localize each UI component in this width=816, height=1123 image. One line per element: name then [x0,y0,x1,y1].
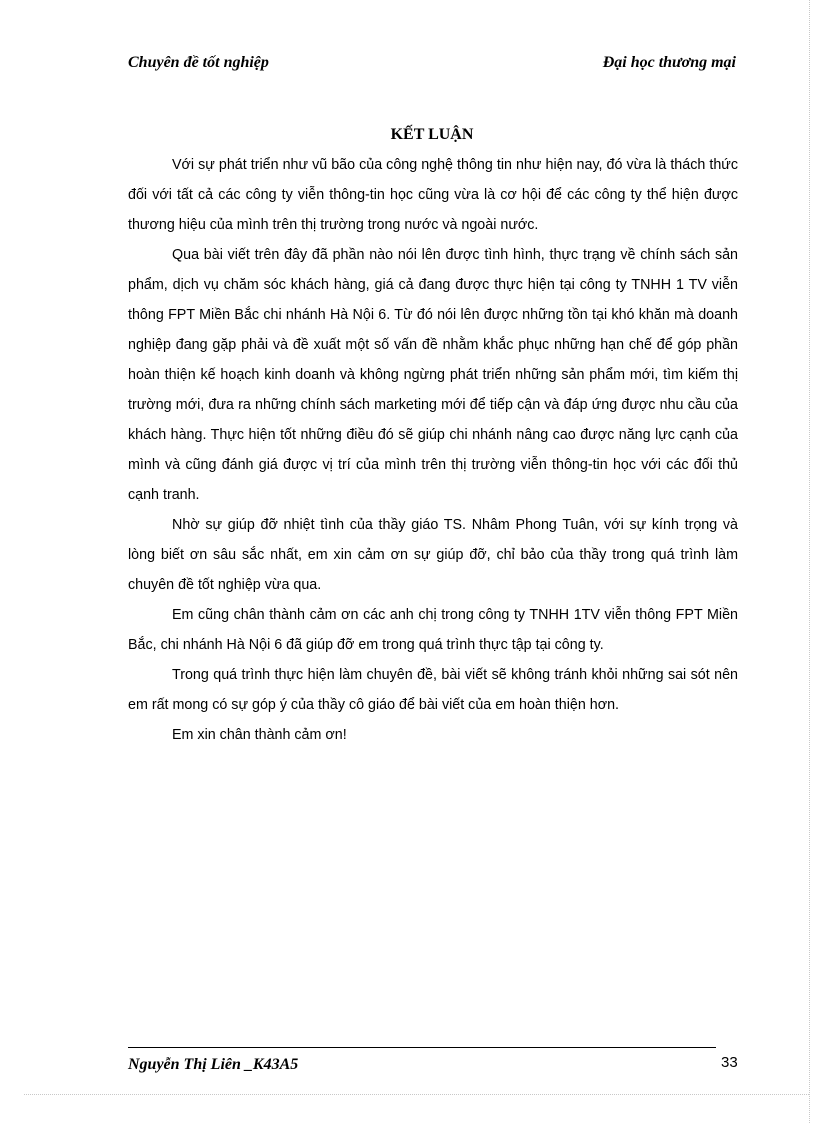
footer-author: Nguyễn Thị Liên _K43A5 [128,1056,299,1073]
page-margin-guide-right [809,0,810,1123]
header-course-title: Chuyên đề tốt nghiệp [128,54,269,71]
paragraph-6: Em xin chân thành cảm ơn! [172,727,347,743]
page-margin-guide-bottom [24,1094,809,1095]
footer-divider [128,1047,716,1048]
paragraph-4: Em cũng chân thành cảm ơn các anh chị trong công ty TNHH 1TV viễn thông FPT Miền Bắc, chi nhánh Hà Nội 6 đã giúp đỡ em trong quá trình thực tập tại công ty. [128,607,738,653]
body-text [128,150,738,750]
paragraph-1: Với sự phát triển như vũ bão của công nghệ thông tin như hiện nay, đó vừa là thách thức đối với tất cả các công ty viễn thông-tin học cũng vừa là cơ hội để các công ty thể hiện được thương hiệu của mình trên thị trường trong nước và ngoài nước. [128,157,738,233]
section-title: KẾT LUẬN [390,126,474,143]
paragraph-5: Trong quá trình thực hiện làm chuyên đề, bài viết sẽ không tránh khỏi những sai sót nên em rất mong có sự góp ý của thầy cô giáo để bài viết của em hoàn thiện hơn. [128,667,738,713]
paragraph-2: Qua bài viết trên đây đã phần nào nói lên được tình hình, thực trạng về chính sách sản phẩm, dịch vụ chăm sóc khách hàng, giá cả đang được thực hiện tại công ty TNHH 1 TV viễn thông FPT Miền Bắc chi nhánh Hà Nội 6. Từ đó nói lên được những tồn tại khó khăn mà doanh nghiệp đang gặp phải và đề xuất một số vấn đề nhằm khắc phục những hạn chế để góp phần hoàn thiện kế hoạch kinh doanh và không ngừng phát triển những sản phẩm mới, tìm kiếm thị trường mới, đưa ra những chính sách marketing mới để tiếp cận và đáp ứng được nhu cầu của khách hàng. Thực hiện tốt những điều đó sẽ giúp chi nhánh nâng cao được năng lực cạnh của mình và cũng đánh giá được vị trí của mình trên thị trường viễn thông-tin học với các đối thủ cạnh tranh. [128,247,738,503]
paragraph-3: Nhờ sự giúp đỡ nhiệt tình của thầy giáo TS. Nhâm Phong Tuân, với sự kính trọng và lòng biết ơn sâu sắc nhất, em xin cảm ơn sự giúp đỡ, chỉ bảo của thầy trong quá trình làm chuyên đề tốt nghiệp vừa qua. [128,517,738,593]
page-number: 33 [721,1054,738,1071]
header-university: Đại học thương mại [602,54,736,71]
